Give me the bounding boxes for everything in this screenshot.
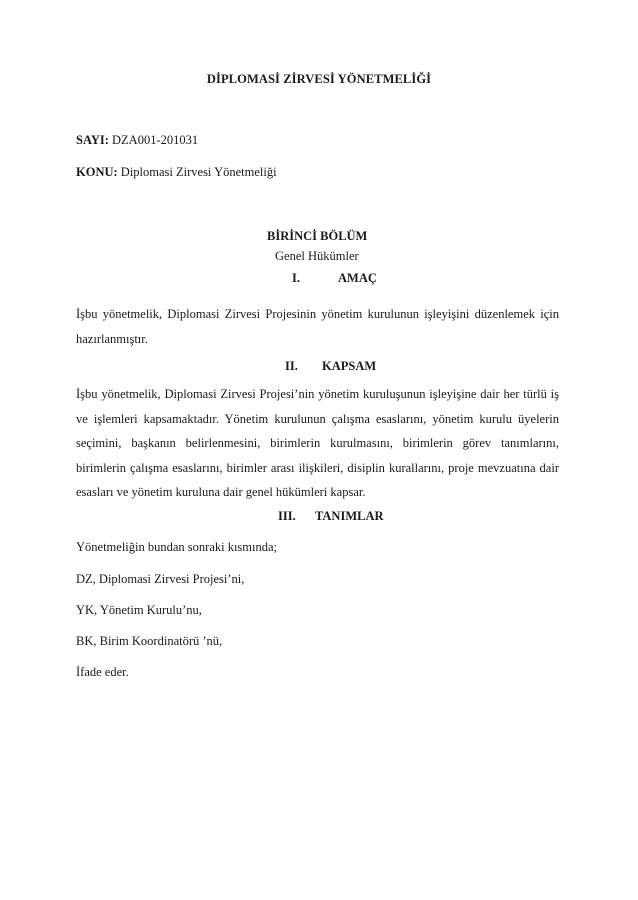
section-paragraph-kapsam: İşbu yönetmelik, Diplomasi Zirvesi Projesi’nin yönetim kuruluşunun işleyişine dair her türlü iş ve işlemleri kapsamaktadır. Yönetim kurulunun çalışma esaslarını, yönetim kurulu üyelerin seçimini, başkanın belirlenmesini, birimlerin kurulmasını, birimlerin görev tanımlarını, birimlerin çalışma esaslarını, birimler arası ilişkileri, disiplin kurallarını, proje mevzuatına dair esasları ve yönetim kuruluna dair genel hükümleri kapsar. <box>76 387 559 499</box>
section-heading-amac <box>292 271 377 286</box>
definition-line: YK, Yönetim Kurulu’nu, <box>76 603 202 617</box>
sayi-value: DZA001-201031 <box>112 133 199 147</box>
section-paragraph-amac: İşbu yönetmelik, Diplomasi Zirvesi Projesinin yönetim kurulunun işleyişini düzenlemek için hazırlanmıştır. <box>76 307 559 346</box>
definition-line: BK, Birim Koordinatörü ’nü, <box>76 634 223 648</box>
konu-line <box>76 165 277 180</box>
document-title: DİPLOMASİ ZİRVESİ YÖNETMELİĞİ <box>206 72 432 86</box>
definition-line: İfade eder. <box>76 665 129 679</box>
section-heading-kapsam <box>285 359 376 374</box>
konu-value: Diplomasi Zirvesi Yönetmeliği <box>120 165 277 179</box>
section-name: KAPSAM <box>322 359 377 373</box>
sayi-line <box>76 133 198 148</box>
section-heading-tanimlar <box>278 509 384 524</box>
definition-line: Yönetmeliğin bundan sonraki kısmında; <box>76 540 278 554</box>
chapter-title: BİRİNCİ BÖLÜM <box>267 229 368 243</box>
sayi-label: SAYI: <box>76 133 109 147</box>
konu-label: KONU: <box>76 165 118 179</box>
definition-line: DZ, Diplomasi Zirvesi Projesi’ni, <box>76 572 245 586</box>
chapter-subtitle: Genel Hükümler <box>275 249 359 263</box>
section-name: TANIMLAR <box>315 509 384 523</box>
section-number: II. <box>285 359 298 373</box>
section-name: AMAÇ <box>338 271 377 285</box>
section-number: I. <box>292 271 300 285</box>
section-number: III. <box>278 509 296 523</box>
